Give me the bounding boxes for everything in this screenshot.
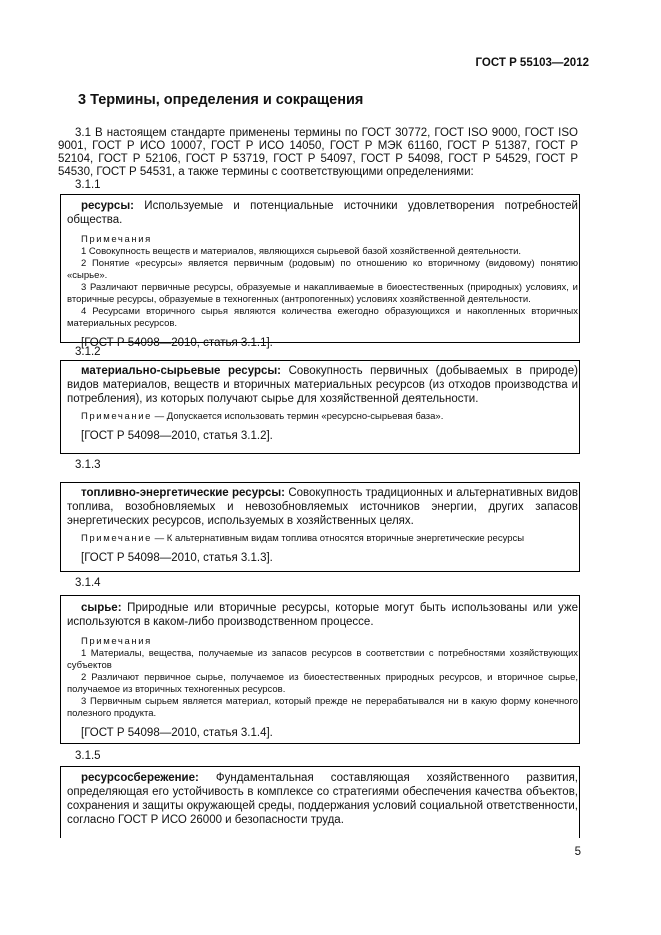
term-number: 3.1.5 <box>75 750 101 762</box>
term-box-resources <box>60 194 580 349</box>
note-4: 4 Ресурсами вторичного сырья являются количества ежегодно образующихся и накопленных вторичных материальных ресурсов. <box>67 306 578 329</box>
term-name: ресурсы: <box>81 200 134 212</box>
term-name: топливно-энергетические ресурсы: <box>81 487 286 499</box>
term-name: ресурсосбережение: <box>81 772 199 784</box>
note-3: 3 Первичным сырьем является материал, который прежде не перерабатывался ни в какую форму конечного полезного продукта. <box>67 696 578 719</box>
note-2: 2 Различают первичное сырье, получаемое из биоестественных природных ресурсов, и вторичное сырье, получаемое из вторичных техногенных ресурсов. <box>67 672 578 695</box>
term-box-resource-saving <box>60 766 580 838</box>
term-text: Фундаментальная составляющая хозяйственного развития, определяющая его устойчивость в комплексе со стратегиями обеспечения качества объектов, сохранения и защиты окружающей среды, поддержания условий социальной ответственности, согласно ГОСТ Р ИСО 26000 и безопасности труда. <box>67 772 578 826</box>
term-source: [ГОСТ Р 54098—2010, статья 3.1.1]. <box>81 337 273 349</box>
notes-heading: Примечания <box>81 636 152 647</box>
term-box-raw-material-resources <box>60 360 580 454</box>
term-text: Совокупность традиционных и альтернативных видов топлива, возобновляемых и невозобновляемых источников энергии, других запасов энергетических ресурсов, используемых в хозяйственных целях. <box>67 487 578 527</box>
term-definition <box>67 486 578 528</box>
term-box-fuel-energy-resources <box>60 482 580 572</box>
note-3: 3 Различают первичные ресурсы, образуемые и накапливаемые в биоестественных (природных) условиях, и вторичные ресурсы, образуемые в техногенных (антропогенных) условиях хозяйственной деятельности. <box>67 282 578 305</box>
note <box>67 533 578 545</box>
term-source: [ГОСТ Р 54098—2010, статья 3.1.2]. <box>81 430 273 442</box>
term-definition <box>67 199 578 227</box>
term-text: Совокупность первичных (добываемых в природе) видов материалов, веществ и вторичных материальных ресурсов (из отходов производства и потребления), из которых получают сырье для хозяйственной деятельности. <box>67 365 578 405</box>
document-number: ГОСТ Р 55103—2012 <box>475 57 589 69</box>
note-text: — К альтернативным видам топлива относятся вторичные энергетические ресурсы <box>152 533 525 544</box>
term-number: 3.1.3 <box>75 459 101 471</box>
term-number: 3.1.4 <box>75 577 101 589</box>
note-label: Примечание <box>81 411 152 422</box>
note-1: 1 Совокупность веществ и материалов, являющихся сырьевой базой хозяйственной деятельности. <box>81 246 522 257</box>
note-text: — Допускается использовать термин «ресурсно-сырьевая база». <box>152 411 444 422</box>
term-box-raw-material <box>60 595 580 744</box>
page-number: 5 <box>574 846 581 858</box>
intro-text: 3.1 В настоящем стандарте применены термины по ГОСТ 30772, ГОСТ ISO 9000, ГОСТ ISO 9001, ГОСТ Р ИСО 10007, ГОСТ Р ИСО 14050, ГОСТ Р МЭК 61160, ГОСТ Р 51387, ГОСТ Р 52104, ГОСТ Р 52106, ГОСТ Р 53719, ГОСТ Р 54097, ГОСТ Р 54098, ГОСТ Р 54529, ГОСТ Р 54530, ГОСТ Р 54531, а также термины с соответствующими определениями: <box>58 127 578 178</box>
note-2: 2 Понятие «ресурсы» является первичным (родовым) по отношению ко вторичному (видовому) понятию «сырье». <box>67 258 578 281</box>
intro-paragraph <box>58 127 578 179</box>
notes-heading: Примечания <box>81 234 152 245</box>
term-source: [ГОСТ Р 54098—2010, статья 3.1.4]. <box>81 727 273 739</box>
section-title: 3 Термины, определения и сокращения <box>78 92 364 108</box>
note <box>67 411 578 423</box>
term-definition <box>67 771 578 827</box>
term-number: 3.1.2 <box>75 346 101 358</box>
term-source: [ГОСТ Р 54098—2010, статья 3.1.3]. <box>81 552 273 564</box>
term-definition <box>67 601 578 629</box>
term-number: 3.1.1 <box>75 179 101 191</box>
term-name: материально-сырьевые ресурсы: <box>81 365 282 377</box>
term-text: Природные или вторичные ресурсы, которые могут быть использованы или уже используются в каком-либо производственном процессе. <box>67 602 578 628</box>
term-definition <box>67 364 578 406</box>
term-name: сырье: <box>81 602 122 614</box>
note-1: 1 Материалы, вещества, получаемые из запасов ресурсов в соответствии с потребностями хозяйствующих субъектов <box>67 648 578 671</box>
note-label: Примечание <box>81 533 152 544</box>
term-text: Используемые и потенциальные источники удовлетворения потребностей общества. <box>67 200 578 226</box>
